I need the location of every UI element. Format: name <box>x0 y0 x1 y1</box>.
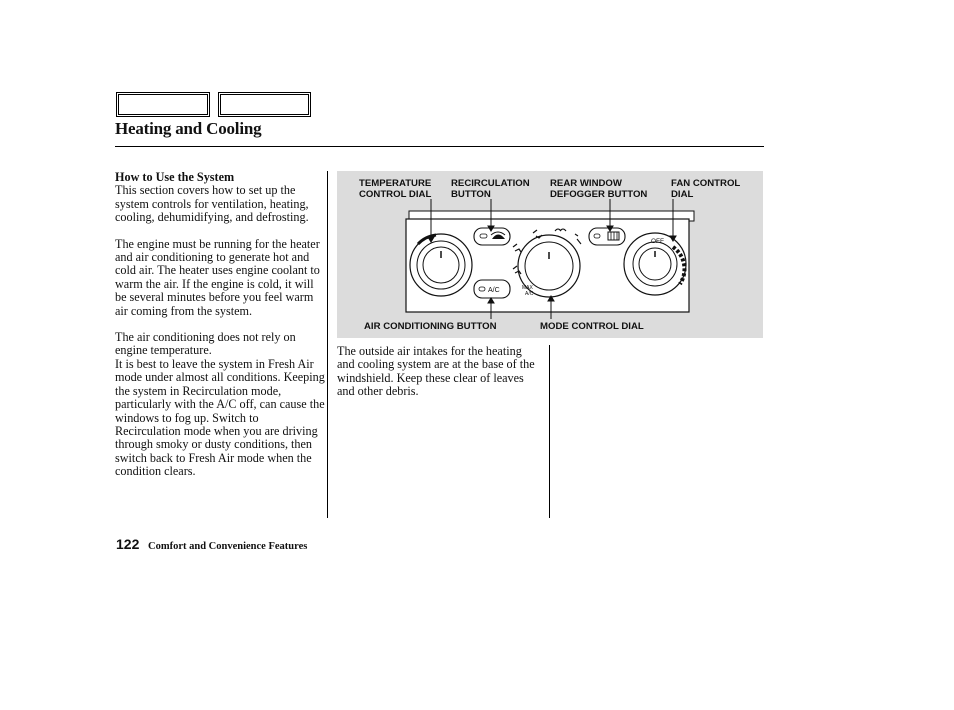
callout-ac-button: AIR CONDITIONING BUTTON <box>364 321 497 332</box>
ac-button-label: A/C <box>488 287 500 294</box>
title-rule <box>115 146 764 147</box>
left-column <box>115 171 325 479</box>
max-ac-label-1: MAX <box>522 285 533 291</box>
callout-rear-defogger-button: REAR WINDOW DEFOGGER BUTTON <box>550 178 648 200</box>
callout-mode-dial: MODE CONTROL DIAL <box>540 321 644 332</box>
fan-off-label: OFF <box>651 238 664 245</box>
paragraph-engine: The engine must be running for the heater and air conditioning to generate hot and cold air. The heater uses engine coolant to warm the air. If the engine is cold, it will be several minutes before you feel warm air coming from the system. <box>115 236 320 318</box>
temperature-dial[interactable] <box>410 234 472 296</box>
column-divider-right <box>549 345 550 518</box>
callout-fan-dial: FAN CONTROL DIAL <box>671 178 741 200</box>
nav-button-previous[interactable] <box>116 92 210 117</box>
paragraph-air-intakes: The outside air intakes for the heating and cooling system are at the base of the windshield. Keep these clear of leaves and other debris. <box>337 344 535 399</box>
page-title: Heating and Cooling <box>115 119 262 138</box>
paragraph-intro: This section covers how to set up the system controls for ventilation, heating, cooling, dehumidifying, and defrosting. <box>115 183 309 225</box>
callout-temperature-dial: TEMPERATURE CONTROL DIAL <box>359 178 432 200</box>
footer-section-name: Comfort and Convenience Features <box>148 541 308 552</box>
nav-button-next[interactable] <box>218 92 311 117</box>
recirculation-button[interactable] <box>474 228 510 245</box>
section-subheading: How to Use the System <box>115 170 235 184</box>
callout-recirculation-button: RECIRCULATION BUTTON <box>451 178 530 200</box>
rear-defogger-button[interactable] <box>589 228 625 245</box>
climate-control-figure <box>337 171 763 338</box>
max-ac-label-2: A/C <box>525 291 534 297</box>
paragraph-ac: The air conditioning does not rely on engine temperature. <box>115 330 296 358</box>
control-panel-drawing <box>337 171 763 338</box>
fan-control-dial[interactable] <box>624 233 686 295</box>
page-number: 122 <box>116 536 140 552</box>
column-divider-left <box>327 171 328 518</box>
paragraph-fresh-air: It is best to leave the system in Fresh Air mode under almost all conditions. Keeping the system in Recirculation mode, particularly with the A/C off, can cause the windows to fog up. Switch to Recirculation mode when you are driving through smoky or dusty conditions, then switch back to Fresh Air mode when the condition clears. <box>115 356 325 479</box>
ac-button[interactable] <box>474 280 510 298</box>
